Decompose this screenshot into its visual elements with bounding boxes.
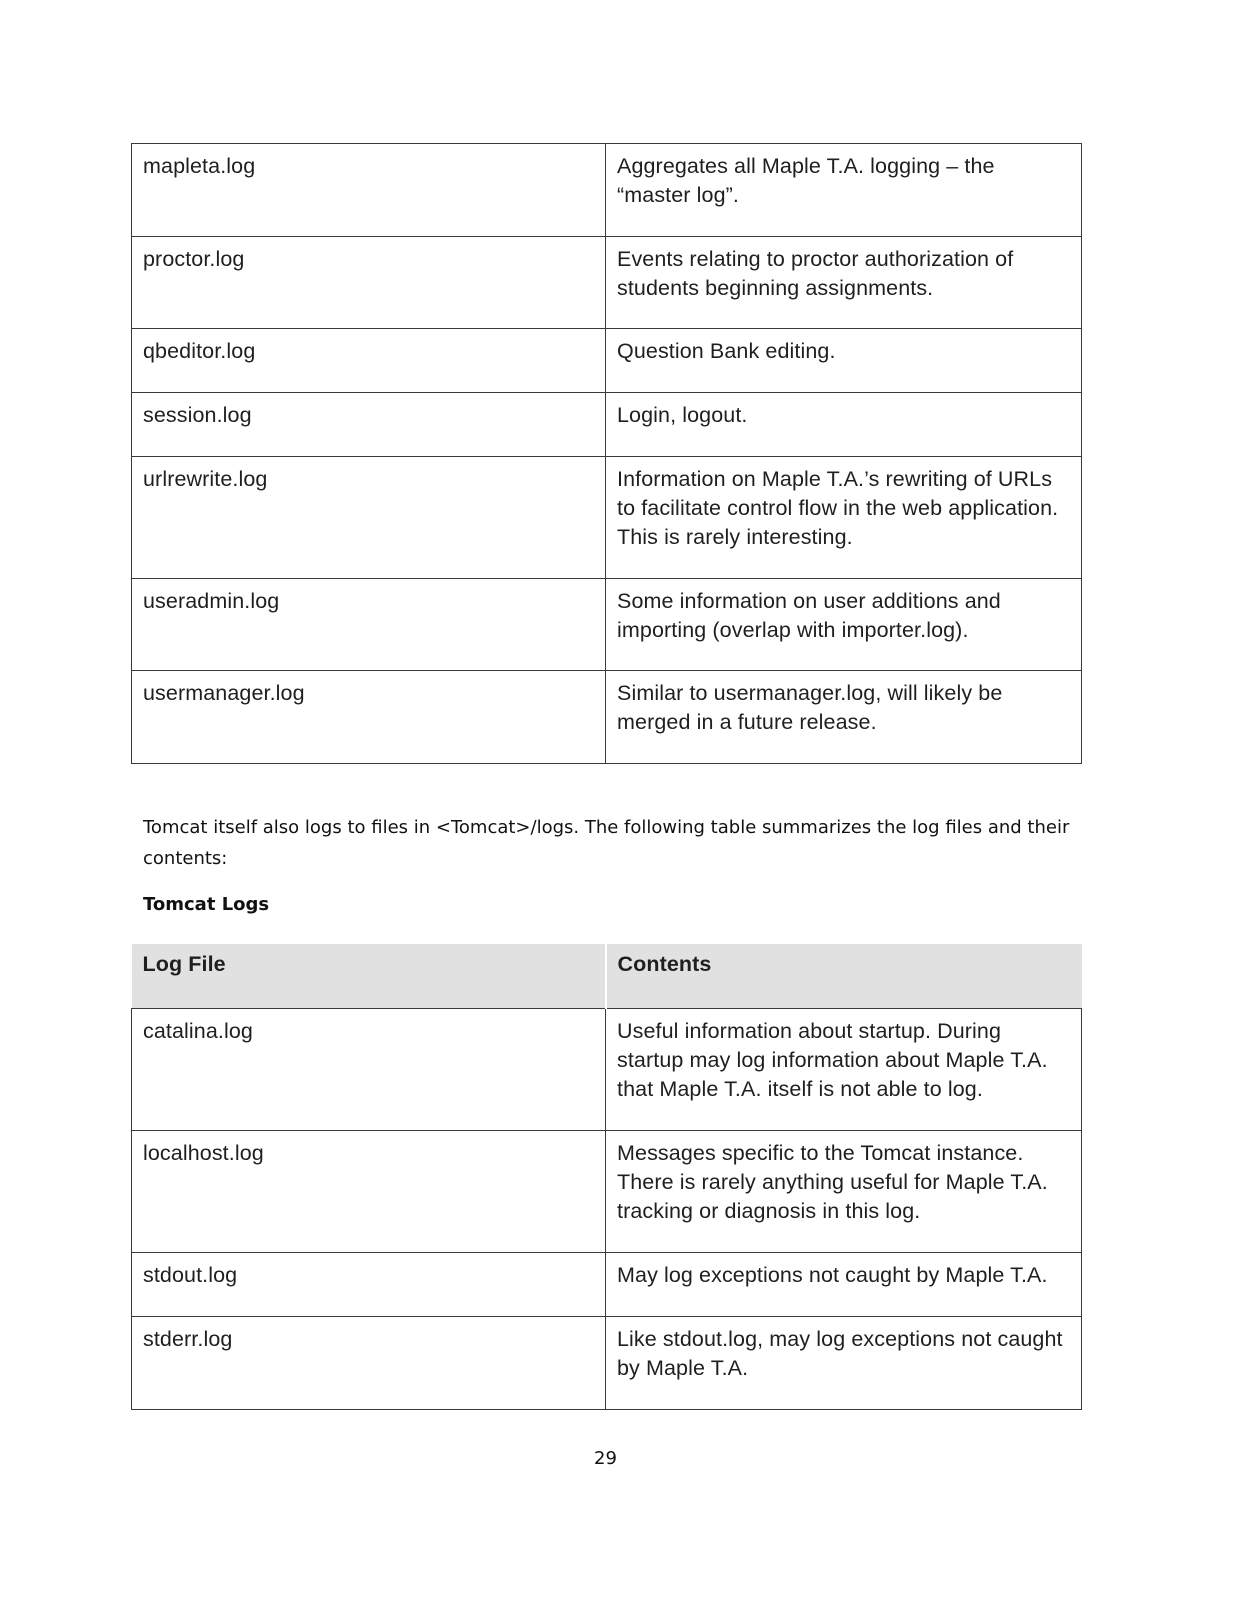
table-row xyxy=(132,671,1082,764)
log-contents-cell: Aggregates all Maple T.A. logging – the “master log”. xyxy=(606,144,1082,237)
log-file-cell: stdout.log xyxy=(132,1252,606,1316)
intro-paragraph: Tomcat itself also logs to files in <Tomcat>/logs. The following table summarizes the log files and their contents: xyxy=(143,817,1070,869)
log-contents-cell: Similar to usermanager.log, will likely be merged in a future release. xyxy=(606,671,1082,764)
log-contents-cell: Events relating to proctor authorization of students beginning assignments. xyxy=(606,237,1082,329)
log-contents-cell: Question Bank editing. xyxy=(606,329,1082,393)
table-row xyxy=(132,457,1082,579)
log-contents-cell: Login, logout. xyxy=(606,393,1082,457)
table-row xyxy=(132,237,1082,329)
section-heading: Tomcat Logs xyxy=(143,894,270,915)
table-row xyxy=(132,1252,1082,1316)
log-file-cell: useradmin.log xyxy=(132,579,606,671)
log-contents-cell: May log exceptions not caught by Maple T.A. xyxy=(606,1252,1082,1316)
log-file-cell: session.log xyxy=(132,393,606,457)
log-contents-cell: Some information on user additions and importing (overlap with importer.log). xyxy=(606,579,1082,671)
table-row xyxy=(132,1130,1082,1252)
log-contents-cell: Messages specific to the Tomcat instance. There is rarely anything useful for Maple T.A. tracking or diagnosis in this log. xyxy=(606,1130,1082,1252)
table-header-row xyxy=(132,944,1082,1008)
table-row xyxy=(132,144,1082,237)
column-header-contents: Contents xyxy=(606,944,1082,1008)
table-row xyxy=(132,1316,1082,1409)
page-number: 29 xyxy=(594,1448,617,1469)
tomcat-logs-table xyxy=(131,944,1082,1410)
log-file-cell: proctor.log xyxy=(132,237,606,329)
log-contents-cell: Information on Maple T.A.’s rewriting of URLs to facilitate control flow in the web application. This is rarely interesting. xyxy=(606,457,1082,579)
log-contents-cell: Like stdout.log, may log exceptions not caught by Maple T.A. xyxy=(606,1316,1082,1409)
log-file-cell: localhost.log xyxy=(132,1130,606,1252)
column-header-log-file: Log File xyxy=(132,944,606,1008)
table-row xyxy=(132,1008,1082,1130)
log-file-cell: urlrewrite.log xyxy=(132,457,606,579)
log-file-cell: stderr.log xyxy=(132,1316,606,1409)
maple-logs-table xyxy=(131,143,1082,764)
log-file-cell: mapleta.log xyxy=(132,144,606,237)
table-row xyxy=(132,393,1082,457)
log-file-cell: qbeditor.log xyxy=(132,329,606,393)
log-file-cell: usermanager.log xyxy=(132,671,606,764)
table-row xyxy=(132,579,1082,671)
log-file-cell: catalina.log xyxy=(132,1008,606,1130)
log-contents-cell: Useful information about startup. During startup may log information about Maple T.A. that Maple T.A. itself is not able to log. xyxy=(606,1008,1082,1130)
table-row xyxy=(132,329,1082,393)
